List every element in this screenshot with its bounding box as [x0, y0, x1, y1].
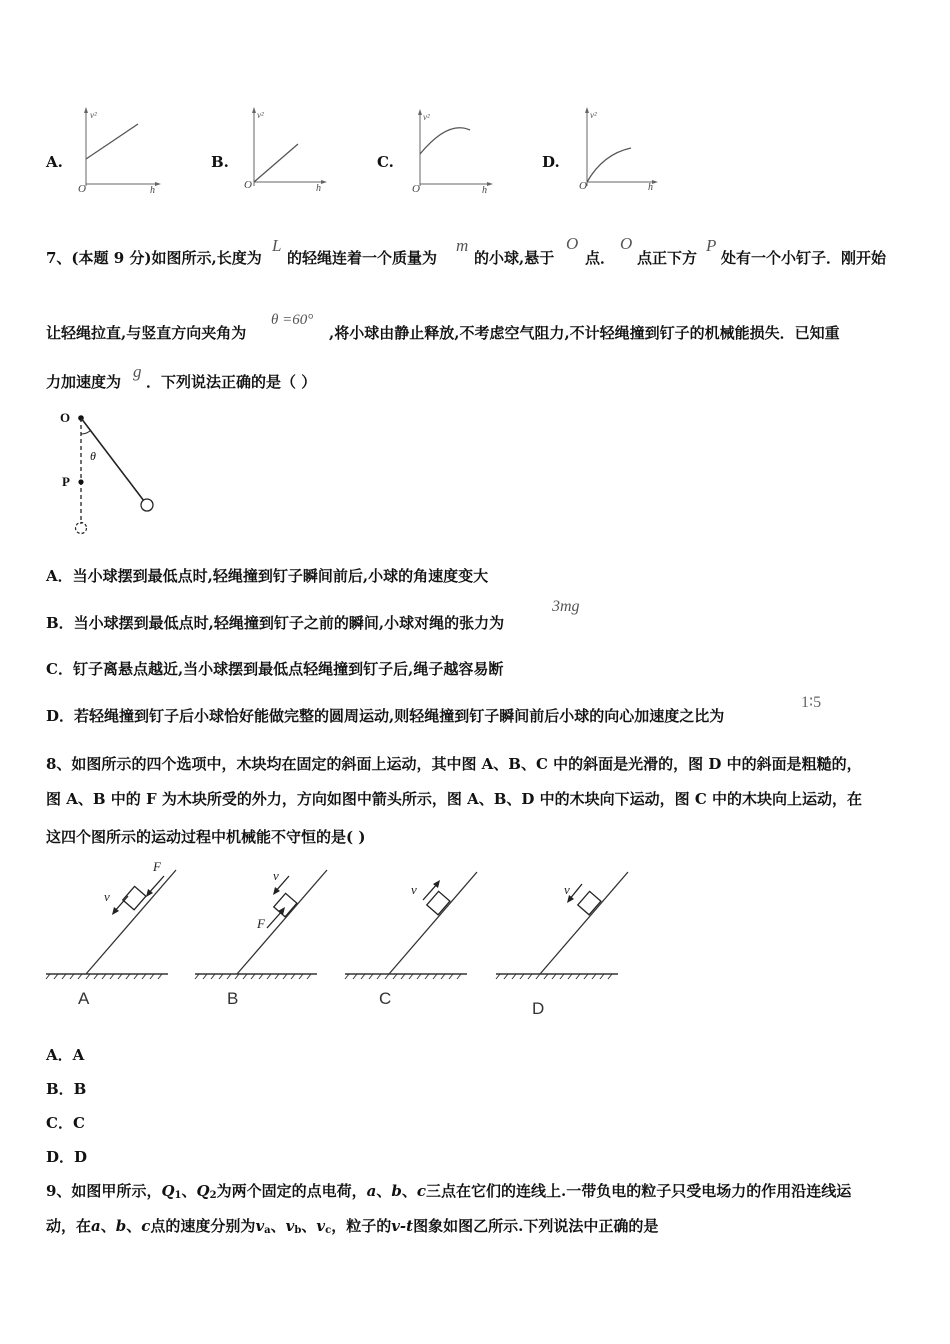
- option-d-letter: D.: [542, 153, 560, 171]
- label-v-c: v: [411, 882, 417, 897]
- q9-text-5: 点的速度分别为: [150, 1217, 256, 1235]
- q7-line2-a: 让轻绳拉直,与竖直方向夹角为: [46, 324, 247, 342]
- label-o: O: [60, 410, 71, 425]
- graph-d-xlabel: h: [648, 182, 653, 193]
- caption-a: A: [78, 989, 90, 1008]
- graph-d-ylabel: v²: [590, 110, 597, 120]
- graph-b-line: [254, 144, 298, 182]
- q9-text-1: 9、如图甲所示，: [46, 1182, 162, 1200]
- block-b: [274, 893, 297, 916]
- q9-c: c: [416, 1182, 426, 1200]
- q9-vb-sub: b: [294, 1225, 302, 1236]
- graph-c-xlabel: h: [482, 185, 487, 194]
- q9-line2: [46, 1216, 658, 1241]
- incline-b: [237, 870, 327, 974]
- q7-sym-O2: O: [620, 234, 633, 253]
- q7-line3-a: 力加速度为: [46, 373, 122, 391]
- q9-sep-2: 、: [376, 1182, 392, 1200]
- q9-vc: v: [316, 1217, 326, 1235]
- q9-sep-7: 、: [301, 1217, 317, 1235]
- graph-a-line: [86, 124, 138, 159]
- q7-option-c: C．钉子离悬点越近,当小球摆到最低点轻绳撞到钉子后,绳子越容易断: [46, 660, 504, 678]
- q9-sep-4: 、: [100, 1217, 116, 1235]
- pendulum-ball: [141, 499, 153, 511]
- option-b-letter: B.: [211, 153, 229, 171]
- q9-q2-sub: 2: [209, 1190, 217, 1201]
- q9-text-6: ，粒子的: [331, 1217, 392, 1235]
- q7-line1-d: 点．: [585, 249, 616, 267]
- q9-text-7: 图象如图乙所示.下列说法中正确的是: [413, 1217, 659, 1235]
- q7-sym-g: g: [133, 362, 142, 381]
- q7-line1-f: 处有一个小钉子．刚开始: [721, 249, 887, 267]
- label-v-d: v: [564, 882, 570, 897]
- incline-figure-d: [494, 856, 644, 1026]
- graph-c-ylabel: v²: [423, 112, 430, 122]
- q9-a: a: [366, 1182, 377, 1200]
- q7-option-d: D．若轻绳撞到钉子后小球恰好能做完整的圆周运动,则轻绳撞到钉子瞬间前后小球的向心加速度之比为: [46, 707, 725, 725]
- q9-sep-3: 、: [401, 1182, 417, 1200]
- option-c-letter: C.: [377, 153, 394, 171]
- q8-option-d: D．D: [46, 1148, 88, 1166]
- q7-line1-c: 的小球,悬于: [474, 249, 555, 267]
- graph-c-origin: O: [412, 183, 420, 194]
- q9-vt: v-t: [391, 1217, 414, 1235]
- caption-d: D: [532, 999, 545, 1018]
- graph-c: [408, 104, 498, 194]
- q8-option-c: C．C: [46, 1114, 85, 1132]
- q7-line1-e: 点正下方: [637, 249, 698, 267]
- q9-sep-6: 、: [270, 1217, 286, 1235]
- q9-text-3: 三点在它们的连线上.一带负电的粒子只受电场力的作用沿连线运: [425, 1182, 852, 1200]
- graph-b-ylabel: v²: [257, 110, 264, 120]
- graph-b: [240, 104, 330, 194]
- q8-option-b: B．B: [46, 1080, 87, 1098]
- q9-b: b: [391, 1182, 402, 1200]
- q9-vc-sub: c: [325, 1225, 332, 1236]
- label-p: P: [62, 474, 70, 489]
- incline-c: [389, 872, 477, 974]
- q9-q2: Q: [196, 1182, 210, 1200]
- q9-c-2: c: [141, 1217, 151, 1235]
- q9-sep-5: 、: [126, 1217, 142, 1235]
- incline-a: [86, 870, 176, 974]
- q7-sym-theta: θ =60°: [271, 312, 314, 328]
- q9-q1: Q: [161, 1182, 175, 1200]
- q7-option-a: A．当小球摆到最低点时,轻绳撞到钉子瞬间前后,小球的角速度变大: [46, 567, 489, 585]
- caption-c: C: [379, 989, 392, 1008]
- label-v-a: v: [104, 889, 110, 904]
- block-d: [578, 891, 601, 914]
- angle-arc: [81, 430, 91, 434]
- q7-sym-L: L: [272, 236, 282, 255]
- pendulum-figure: [56, 408, 166, 538]
- q7-line1-a: 7、(本题 9 分)如图所示,长度为: [46, 249, 262, 267]
- option-a-letter: A.: [46, 153, 63, 171]
- q9-vb: v: [285, 1217, 295, 1235]
- graph-d-curve: [587, 148, 631, 182]
- q7-option-b-math: 3mg: [552, 598, 580, 615]
- q9-text-2: 为两个固定的点电荷，: [216, 1182, 367, 1200]
- q9-b-2: b: [115, 1217, 127, 1235]
- q9-sep-1: 、: [181, 1182, 197, 1200]
- caption-b: B: [227, 989, 239, 1008]
- q9-line1: [46, 1181, 851, 1206]
- q7-line2-b: ,将小球由静止释放,不考虑空气阻力,不计轻绳撞到钉子的机械能损失．已知重: [329, 324, 840, 342]
- graph-a-xlabel: h: [150, 185, 155, 194]
- q9-va: v: [255, 1217, 265, 1235]
- q7-option-b: B．当小球摆到最低点时,轻绳撞到钉子之前的瞬间,小球对绳的张力为: [46, 614, 505, 632]
- graph-d-origin: O: [579, 180, 587, 192]
- q9-va-sub: a: [264, 1225, 271, 1236]
- q7-line3-b: ．下列说法正确的是（ ）: [146, 373, 317, 391]
- incline-figure-c: [343, 856, 493, 1016]
- q7-line1-b: 的轻绳连着一个质量为: [287, 249, 438, 267]
- q9-q1-sub: 1: [174, 1190, 182, 1201]
- incline-figure-b: [193, 856, 343, 1016]
- q8-line3: 这四个图所示的运动过程中机械能不守恒的是( ): [46, 828, 366, 846]
- graph-b-xlabel: h: [316, 183, 321, 194]
- graph-a-ylabel: v²: [90, 110, 97, 120]
- graph-b-origin: O: [244, 179, 252, 191]
- q7-sym-O1: O: [566, 234, 579, 253]
- block-c: [427, 891, 450, 914]
- incline-d: [540, 872, 628, 974]
- q7-option-d-math: 1∶5: [801, 694, 822, 711]
- q7-sym-P: P: [706, 236, 717, 255]
- nail-point-p: [78, 479, 83, 484]
- graph-c-curve: [420, 128, 470, 154]
- label-f-a: F: [153, 859, 161, 874]
- label-theta: θ: [90, 449, 96, 463]
- label-f-b: F: [257, 916, 265, 931]
- q8-line1: 8、如图所示的四个选项中，木块均在固定的斜面上运动，其中图 A、B、C 中的斜面是光滑的，图 D 中的斜面是粗糙的，: [46, 755, 862, 773]
- incline-figure-a: [44, 856, 194, 1016]
- q9-a-2: a: [91, 1217, 101, 1235]
- q7-sym-m: m: [456, 236, 469, 255]
- label-v-b: v: [273, 868, 279, 883]
- q8-line2: 图 A、B 中的 F 为木块所受的外力，方向如图中箭头所示，图 A、B、D 中的木块向下运动，图 C 中的木块向上运动，在: [46, 790, 863, 808]
- lowest-position-ball: [76, 523, 87, 534]
- graph-a-origin: O: [78, 183, 86, 194]
- q8-option-a: A．A: [46, 1046, 85, 1064]
- graph-d: [575, 104, 665, 194]
- q9-text-4: 动，在: [46, 1217, 92, 1235]
- graph-a: [76, 104, 166, 194]
